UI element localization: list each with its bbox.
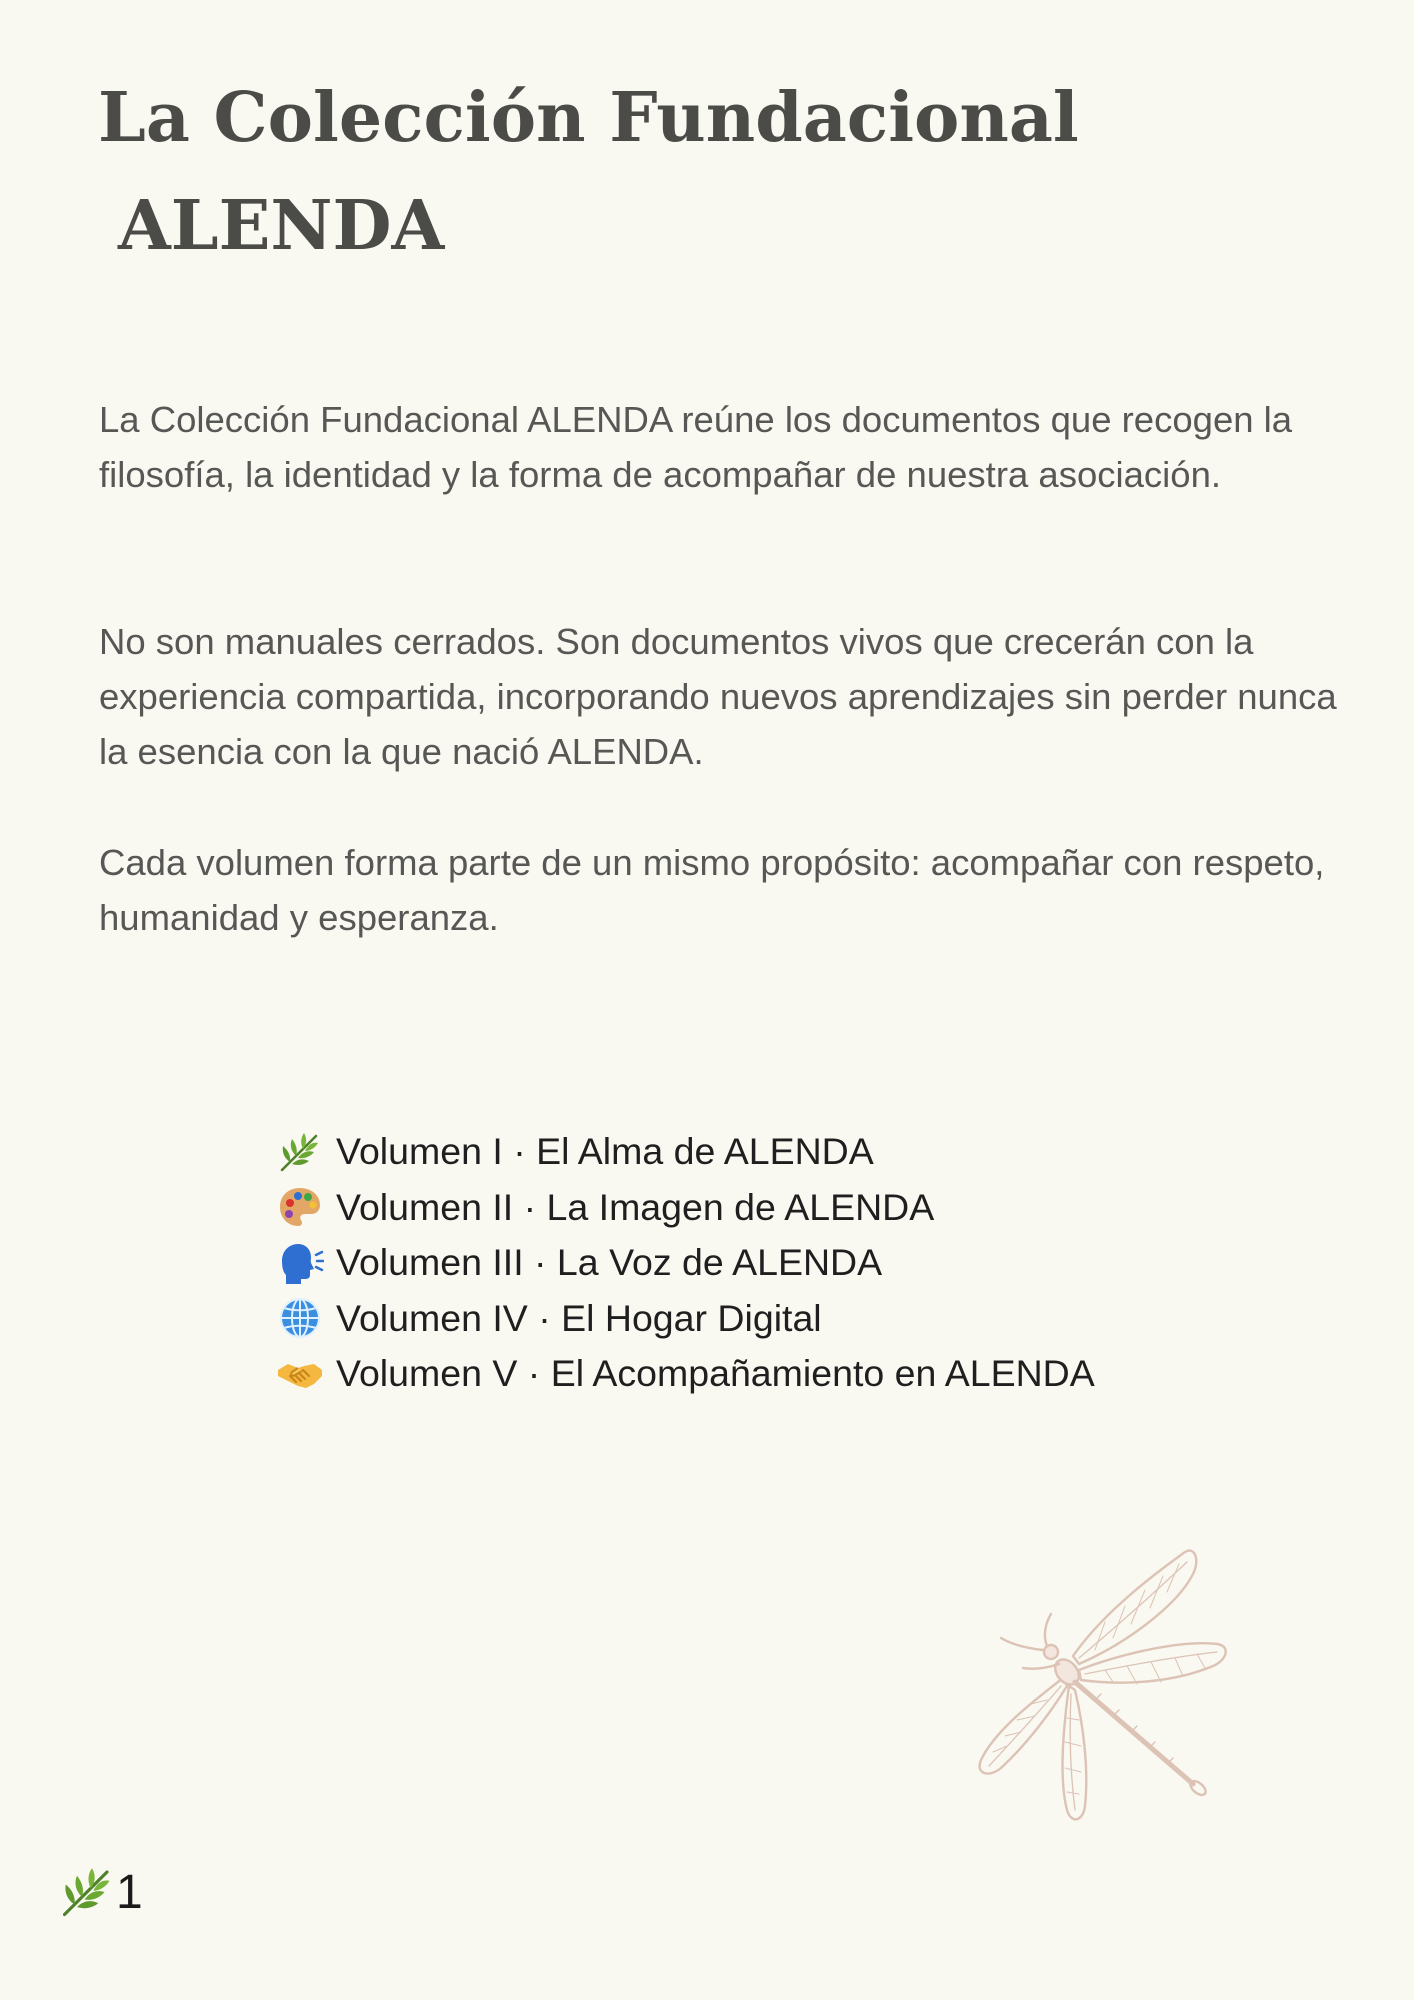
volume-label: Volumen II · La Imagen de ALENDA bbox=[336, 1185, 935, 1228]
page-title-line-1: La Colección Fundacional bbox=[98, 78, 1079, 158]
dragonfly-illustration bbox=[955, 1540, 1255, 1830]
intro-paragraph-2: No son manuales cerrados. Son documentos vivos que crecerán con la experiencia compartida, incorporando nuevos aprendizajes sin perder nunca la esencia con la que nació ALENDA. bbox=[99, 621, 1337, 772]
intro-paragraph-3: Cada volumen forma parte de un mismo propósito: acompañar con respeto, humanidad y esperanza. bbox=[99, 842, 1325, 938]
volume-label: Volumen I · El Alma de ALENDA bbox=[336, 1130, 874, 1172]
volume-item-2 bbox=[276, 1180, 1095, 1236]
herb-leaf-icon bbox=[56, 1862, 118, 1922]
volume-item-3 bbox=[276, 1235, 1095, 1291]
volume-label: Volumen V · El Acompañamiento en ALENDA bbox=[336, 1352, 1095, 1394]
globe-icon bbox=[276, 1294, 324, 1342]
volume-item-5 bbox=[276, 1346, 1095, 1402]
volume-item-4 bbox=[276, 1291, 1095, 1347]
intro-paragraph-1: La Colección Fundacional ALENDA reúne los documentos que recogen la filosofía, la identidad y la forma de acompañar de nuestra asociación. bbox=[99, 399, 1293, 495]
volume-item-1 bbox=[276, 1124, 1095, 1180]
page-title-line-2: ALENDA bbox=[118, 186, 445, 266]
artist-palette-icon bbox=[276, 1183, 324, 1231]
speaking-head-icon bbox=[276, 1239, 324, 1287]
herb-leaf-icon bbox=[276, 1128, 324, 1176]
handshake-icon bbox=[276, 1350, 324, 1398]
volume-label: Volumen IV · El Hogar Digital bbox=[336, 1296, 822, 1339]
page-footer bbox=[56, 1862, 143, 1922]
volume-label: Volumen III · La Voz de ALENDA bbox=[336, 1241, 883, 1283]
page-number: 1 bbox=[116, 1865, 143, 1919]
volume-list bbox=[276, 1124, 1095, 1402]
